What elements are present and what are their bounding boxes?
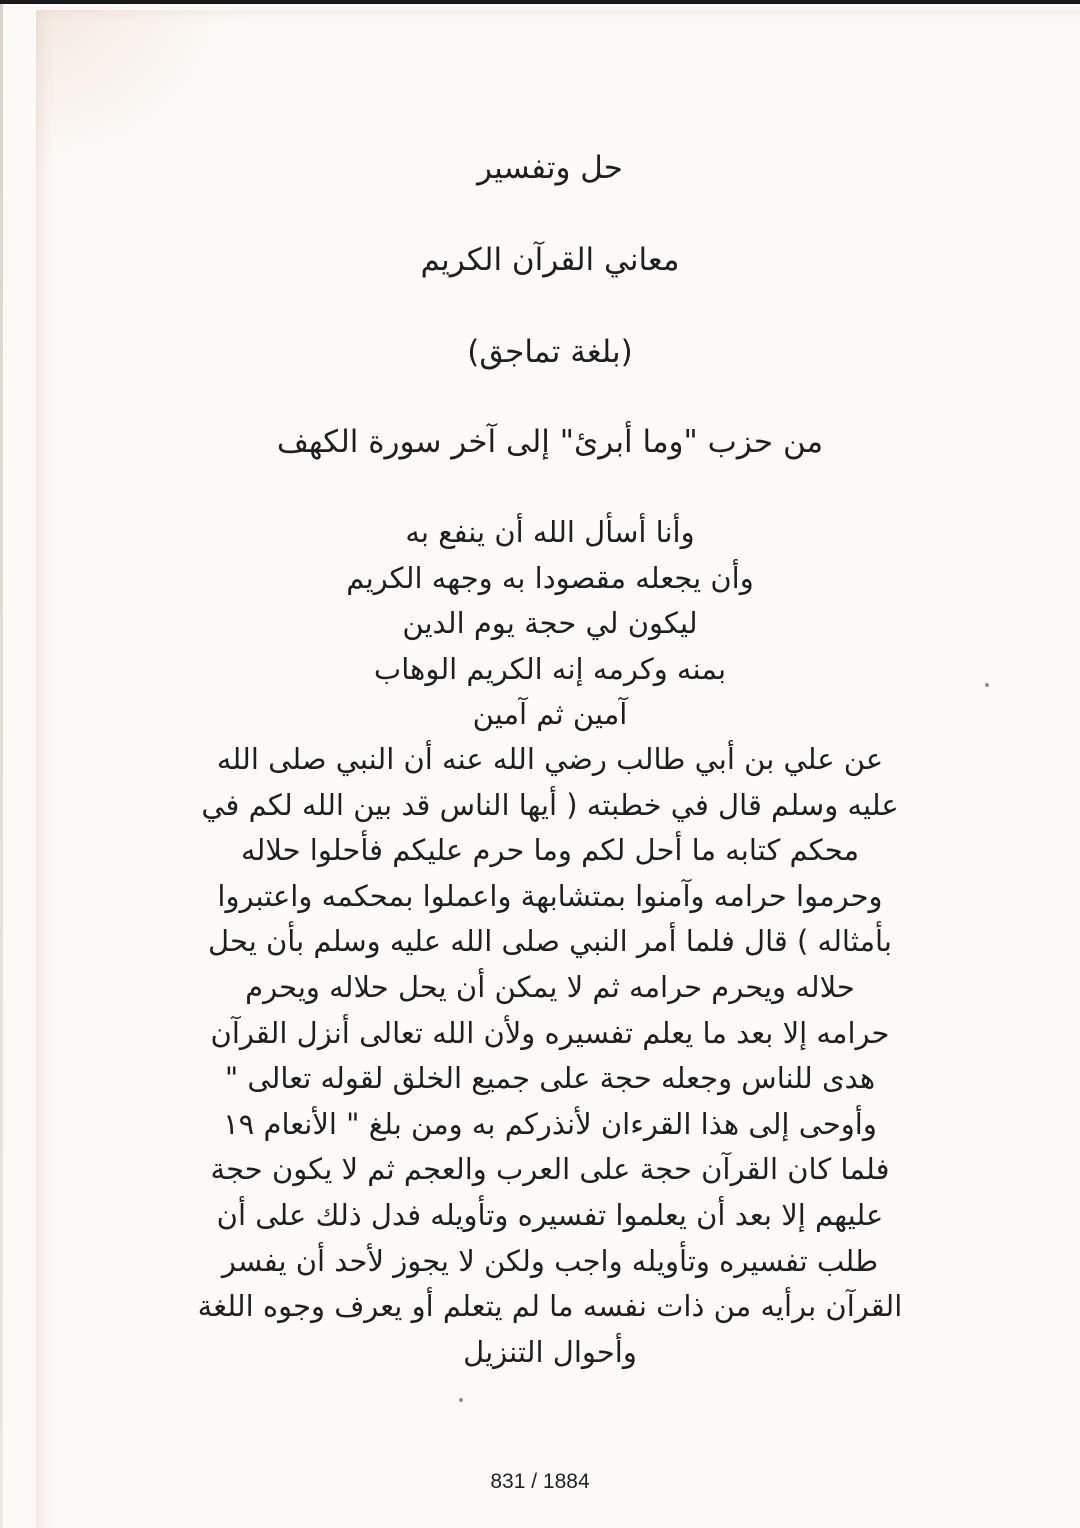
body-line: حرامه إلا بعد ما يعلم تفسيره ولأن الله تعالى أنزل القرآن <box>210 1015 890 1050</box>
prayer-line: وأنا أسأل الله أن ينفع به <box>405 515 695 549</box>
prayer-block <box>150 510 950 738</box>
title-line-4: من حزب "وما أبرئ" إلى آخر سورة الكهف <box>276 424 824 460</box>
body-line: القرآن برأيه من ذات نفسه ما لم يتعلم أو يعرف وجوه اللغة <box>197 1289 903 1324</box>
body-line: طلب تفسيره وتأويله واجب ولكن لا يجوز لأحد أن يفسر <box>221 1243 879 1278</box>
page-indicator: 831 / 1884 <box>490 1470 590 1493</box>
body-line: عن علي بن أبي طالب رضي الله عنه أن النبي صلى الله <box>216 742 884 776</box>
title-line-3: (بلغة تماجق) <box>467 334 633 370</box>
prayer-line: بمنه وكرمه إنه الكريم الوهاب <box>373 651 727 686</box>
body-line: عليه وسلم قال في خطبته ( أيها الناس قد بين الله لكم في <box>201 787 899 822</box>
body-line: وحرموا حرامه وآمنوا بمتشابهة واعملوا بمحكمه واعتبروا <box>217 878 883 913</box>
scan-speck <box>985 683 989 687</box>
prayer-line: ليكون لي حجة يوم الدين <box>402 606 698 640</box>
body-line: عليهم إلا بعد أن يعلموا تفسيره وتأويله فدل ذلك على أن <box>216 1197 884 1232</box>
title-line-2: معاني القرآن الكريم <box>420 242 680 278</box>
page-top-edge <box>0 0 1080 4</box>
page-left-edge <box>0 0 3 1528</box>
prayer-line: وأن يجعله مقصودا به وجهه الكريم <box>346 560 754 595</box>
body-line: فلما كان القرآن حجة على العرب والعجم ثم لا يكون حجة <box>210 1152 890 1187</box>
body-line: هدى للناس وجعله حجة على جميع الخلق لقوله تعالى " <box>224 1061 876 1096</box>
scan-speck <box>459 1398 463 1402</box>
body-line: محكم كتابه ما أحل لكم وما حرم عليكم فأحلوا حلاله <box>240 833 860 868</box>
body-paragraph <box>170 737 930 1375</box>
body-line: وأوحى إلى هذا القرءان لأنذركم به ومن بلغ " الأنعام ١٩ <box>223 1106 877 1141</box>
body-line: وأحوال التنزيل <box>463 1334 637 1369</box>
title-line-1: حل وتفسير <box>477 150 623 186</box>
prayer-line: آمين ثم آمين <box>472 697 628 731</box>
body-line: حلاله ويحرم حرامه ثم لا يمكن أن يحل حلاله ويحرم <box>245 969 855 1004</box>
body-line: بأمثاله ) قال فلما أمر النبي صلى الله عليه وسلم بأن يحل <box>208 924 892 959</box>
